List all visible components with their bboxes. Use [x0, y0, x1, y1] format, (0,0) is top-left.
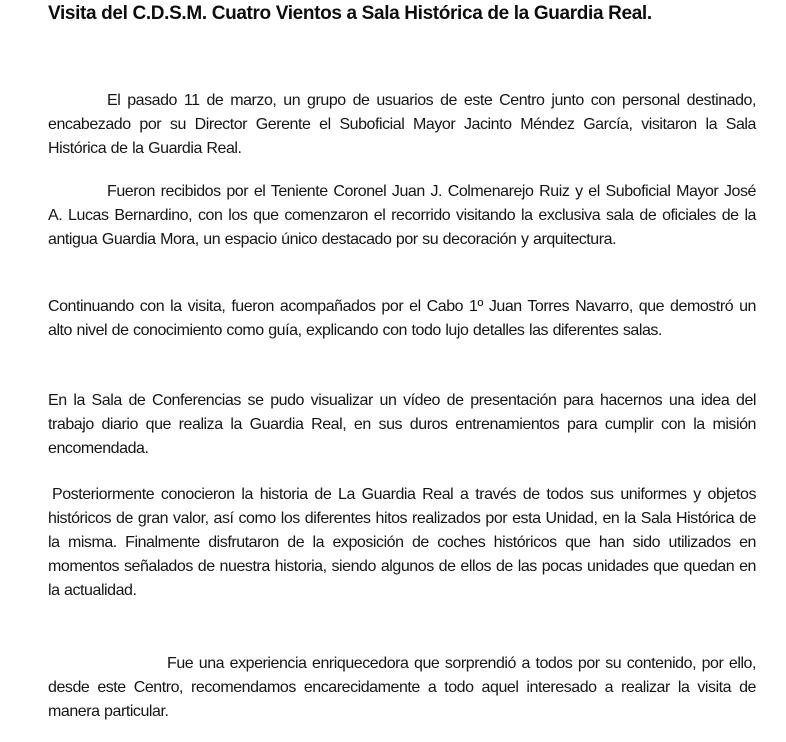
paragraph-guided-tour: Continuando con la visita, fueron acompañados por el Cabo 1º Juan Torres Navarro, que demostró un alto nivel de conocimiento como guía, explicando con todo lujo detalles las diferentes salas. — [48, 298, 756, 339]
paragraph-visit-intro: El pasado 11 de marzo, un grupo de usuarios de este Centro junto con personal destinado, encabezado por su Director Gerente el Suboficial Mayor Jacinto Méndez García, visitaron la Sala Histórica de la Guardia Real. — [48, 92, 756, 157]
paragraph-conclusion: Fue una experiencia enriquecedora que sorprendió a todos por su contenido, por ello, desde este Centro, recomendamos encarecidamente a todo aquel interesado a realizar la visita de manera particular. — [48, 655, 756, 720]
paragraph-history-exhibit: Posteriormente conocieron la historia de La Guardia Real a través de todos sus uniformes y objetos históricos de gran valor, así como los diferentes hitos realizados por esta Unidad, en la Sala Histórica de la misma. Finalmente disfrutaron de la exposición de coches históricos que han sido utilizados en momentos señalados de nuestra historia, siendo algunos de ellos de las pocas unidades que quedan en la actualidad. — [48, 486, 756, 599]
document-title: Visita del C.D.S.M. Cuatro Vientos a Sala Histórica de la Guardia Real. — [48, 3, 652, 24]
paragraph-conference-room: En la Sala de Conferencias se pudo visualizar un vídeo de presentación para hacernos una idea del trabajo diario que realiza la Guardia Real, en sus duros entrenamientos para cumplir con la misión encomendada. — [48, 392, 756, 457]
paragraph-reception: Fueron recibidos por el Teniente Coronel Juan J. Colmenarejo Ruiz y el Suboficial Mayor José A. Lucas Bernardino, con los que comenzaron el recorrido visitando la exclusiva sala de oficiales de la antigua Guardia Mora, un espacio único destacado por su decoración y arquitectura. — [48, 183, 756, 248]
